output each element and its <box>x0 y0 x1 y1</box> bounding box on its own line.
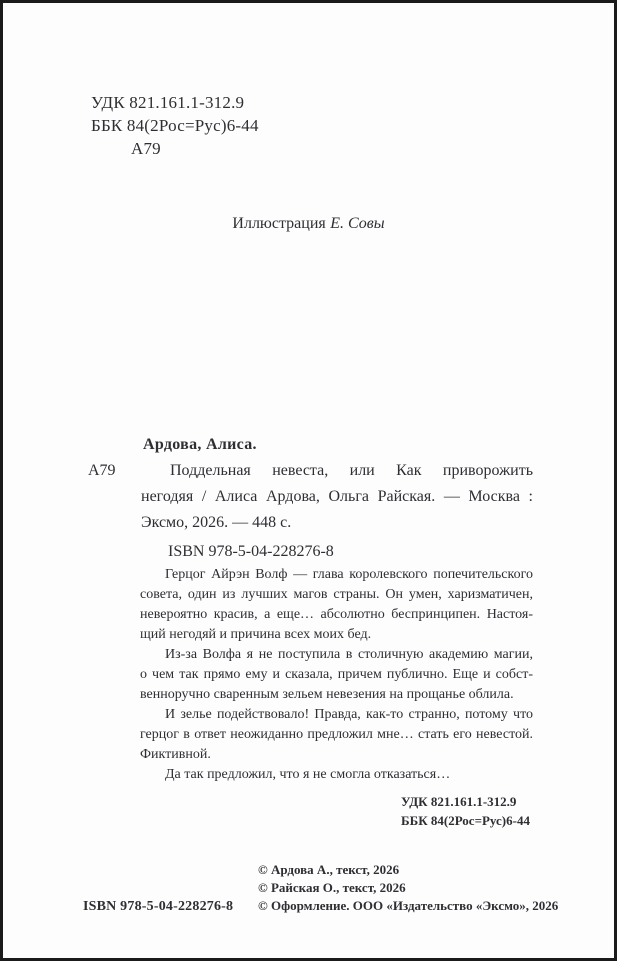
card-author-sign: А79 <box>88 462 116 479</box>
illustration-credit <box>3 215 614 233</box>
bottom-isbn: ISBN 978-5-04-228276-8 <box>83 899 234 914</box>
bbk-code: ББК 84(2Рос=Рус)6-44 <box>91 116 259 135</box>
copyright-line: © Райская О., текст, 2026 <box>258 880 406 895</box>
annotation-line: Из-за Волфа я не поступила в столичную академию магии, <box>165 647 533 662</box>
bottom-cataloging-codes <box>401 792 530 830</box>
copyright-line: © Ардова А., текст, 2026 <box>258 862 400 877</box>
udk-code-bottom: УДК 821.161.1-312.9 <box>401 794 517 809</box>
annotation-paragraph <box>140 705 533 765</box>
annotation-line: венноручно сваренным зельем невезения на прощанье облила. <box>140 687 514 702</box>
annotation-line: Герцог Айрэн Волф — глава королевского попечительского <box>165 567 533 582</box>
card-entry-text <box>141 458 533 536</box>
card-entry-line: негодяя / Алиса Ардова, Ольга Райская. — Москва : <box>141 488 533 505</box>
annotation-line: герцог в ответ неожиданно предложил мне… стать его невестой. <box>140 727 533 742</box>
card-entry <box>88 458 533 536</box>
annotation-line: Фиктивной. <box>140 747 211 762</box>
annotation-line: о чем так прямо ему и сказала, причем публично. Еще и собст- <box>140 667 533 682</box>
illustration-credit-artist: Е. Совы <box>330 215 385 232</box>
annotation-paragraph <box>140 765 533 785</box>
card-isbn: ISBN 978-5-04-228276-8 <box>168 543 334 560</box>
annotation-line: И зелье подействовало! Правда, как-то странно, потому что <box>165 707 533 722</box>
card-entry-line: Поддельная невеста, или Как приворожить <box>170 462 533 479</box>
annotation <box>140 565 533 785</box>
card-entry-line: Эксмо, 2026. — 448 с. <box>141 514 292 531</box>
card-author-heading: Ардова, Алиса. <box>143 436 257 453</box>
udk-code: УДК 821.161.1-312.9 <box>91 93 245 112</box>
bbk-code-bottom: ББК 84(2Рос=Рус)6-44 <box>401 813 530 828</box>
annotation-paragraph <box>140 645 533 705</box>
annotation-paragraph <box>140 565 533 645</box>
annotation-line: невероятно красив, а еще… абсолютно беспринципен. Настоя- <box>140 607 533 622</box>
copyright-block <box>258 861 558 915</box>
copyright-line: © Оформление. ООО «Издательство «Эксмо», 2026 <box>258 898 559 913</box>
illustration-credit-prefix: Иллюстрация <box>232 215 326 232</box>
catalog-card <box>88 432 533 565</box>
top-cataloging-codes <box>91 91 259 160</box>
annotation-line: щий негодяй и причина всех моих бед. <box>140 627 372 642</box>
annotation-line: Да так предложил, что я не смогла отказаться… <box>165 767 451 782</box>
annotation-line: совета, один из лучших магов страны. Он умен, харизматичен, <box>140 587 533 602</box>
author-sign: А79 <box>131 139 161 158</box>
